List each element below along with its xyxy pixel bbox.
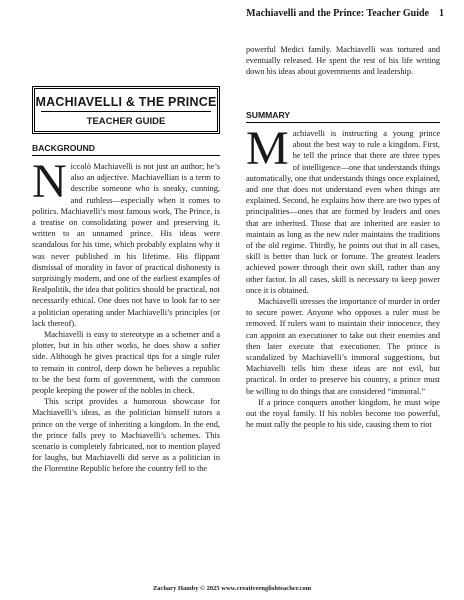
summary-column bbox=[246, 122, 440, 430]
running-title: Machiavelli and the Prince: Teacher Guide bbox=[246, 8, 429, 19]
background-paragraph-2: Machiavelli is easy to stereotype as a schemer and a plotter, but in his other works, he does show a softer side. Although he gives practical tips for a single ruler to remain in control, deep down he believes a republic to be the best form of government, with the common people keeping the power of the nobles in check. bbox=[32, 330, 220, 396]
summary-drop-cap: M bbox=[246, 122, 289, 175]
title-divider bbox=[41, 111, 211, 112]
title-box bbox=[32, 86, 220, 134]
background-heading: BACKGROUND bbox=[32, 143, 220, 156]
right-column-top bbox=[246, 44, 440, 78]
guide-title: MACHIAVELLI & THE PRINCE bbox=[35, 95, 217, 109]
summary-paragraph-3: If a prince conquers another kingdom, he must wipe out the royal family. If his nobles become too powerful, he must rally the people to his side, causing them to riot bbox=[246, 397, 440, 430]
page-number: 1 bbox=[439, 8, 444, 19]
guide-subtitle: TEACHER GUIDE bbox=[86, 116, 166, 127]
background-drop-cap: N bbox=[32, 155, 67, 208]
background-paragraph-3: This script provides a humorous showcase for Machiavelli’s ideas, as the politician himself tutors a prince on the verge of inheriting a kingdom. In the end, the prince falls prey to Machiavelli’s schemes. This scenario is completely fabricated, not to mention played for laughs, but Machiavelli did serve as a politician in the Florentine Republic before the country fell to the bbox=[32, 397, 220, 474]
background-paragraph-1: Niccolò Machiavelli is not just an author; he’s also an adjective. Machiavellian is a term to describe someone who is sneaky, cunning, and ruthless—especially when it comes to politics. Machiavelli’s most famous work, The Prince, is a treatise on consolidating power and preserving it, written to an unnamed prince. His ideas were scandalous for his time, which probably explains why it was never published in his lifetime. His flippant dismissal of morality in favor of practical dishonesty is surprisingly modern, and one of the earliest examples of Realpolitik, the idea that politics should be practical, not necessarily ethical. One does not have to look far to see a politician operating under Machiavelli’s principles (or lack thereof). bbox=[32, 155, 220, 328]
running-header bbox=[246, 8, 444, 19]
summary-paragraph-2: Machiavelli stresses the importance of murder in order to secure power. Anyone who opposes a ruler must be removed. If rulers want to maintain their innocence, they can appoint an executioner to take out their enemies and then later execute that executioner. The prince is scandalized by Machiavelli’s immoral suggestions, but Machiavelli tells him these ideas are not evil, but practical. In order to preserve his country, a prince must be willing to do things that are considered “immoral.” bbox=[246, 297, 440, 396]
footer-credit: Zachary Hamby © 2025 www.creativeenglishteacher.com bbox=[152, 585, 312, 592]
continued-paragraph: powerful Medici family. Machiavelli was tortured and eventually released. He spent the rest of his life writing down his ideas about governments and leadership. bbox=[246, 45, 440, 77]
summary-paragraph-1: Machiavelli is instructing a young prince about the best way to rule a kingdom. First, he tell the prince that there are three types of intelligence—one that understands things automatically, one that understands things once explained, and one that does not understand even when things are explained. Second, he explains how there are two types of principalities—ones that are formed by leaders and ones that are inherited. Those that are inherited are easier to maintain as long as the new ruler maintains the traditions of the old regime. Thirdly, he points out that in all cases, skill is better than luck or fortune. The greatest leaders achieved power through their own skill, rather than any other factor. In all cases, skill is necessary to keep power once it is obtained. bbox=[246, 122, 440, 295]
summary-heading: SUMMARY bbox=[246, 110, 440, 123]
background-column bbox=[32, 155, 220, 475]
